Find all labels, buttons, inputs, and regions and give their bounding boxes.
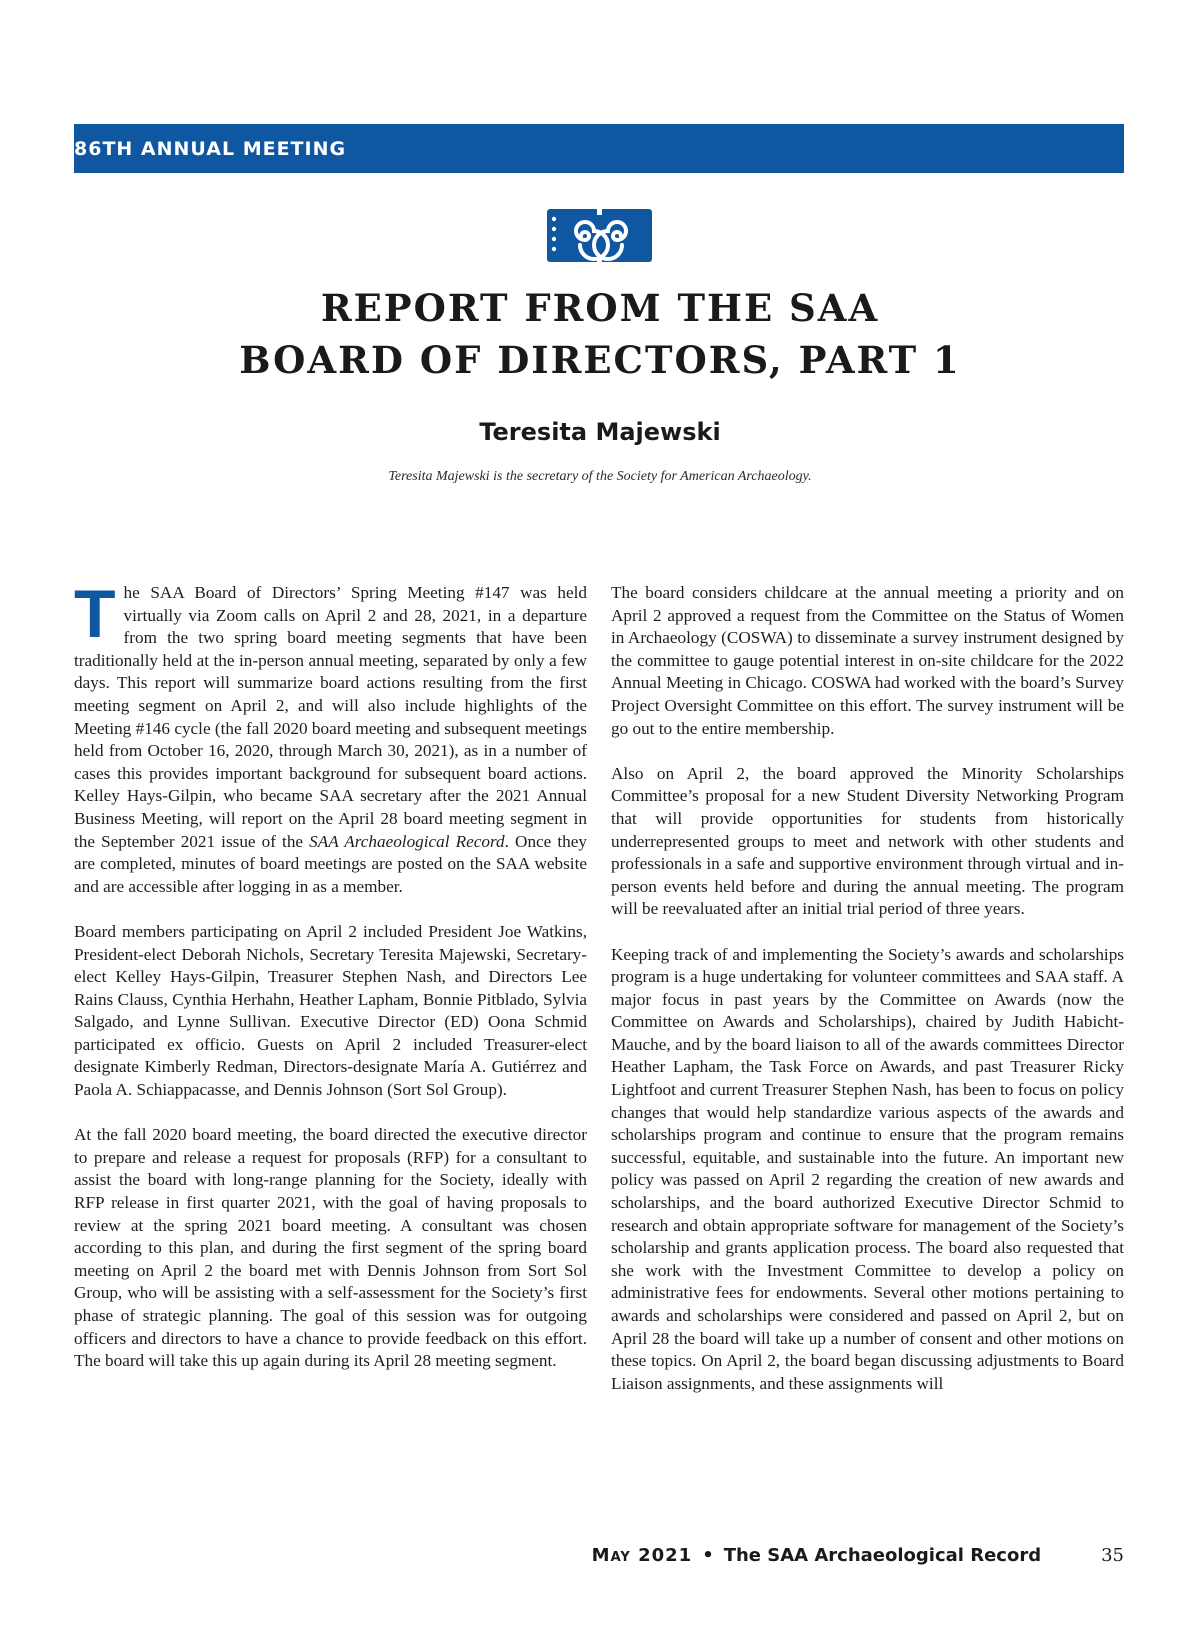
title-line-1: REPORT FROM THE SAA xyxy=(320,286,880,330)
drop-cap: T xyxy=(74,576,116,652)
author-affiliation: Teresita Majewski is the secretary of the Society for American Archaeology. xyxy=(388,469,812,484)
paragraph-1 xyxy=(74,576,587,898)
footer-bullet: • xyxy=(702,1545,714,1566)
footer-publication: The SAA Archaeological Record xyxy=(723,1545,1042,1566)
paragraph-2: Board members participating on April 2 included President Joe Watkins, President-elect Deborah Nichols, Secretary Teresita Majewski, Secretary-elect Kelley Hays-Gilpin, Treasurer Stephen Nash, and Directors Lee Rains Clauss, Cynthia Herhahn, Heather Lapham, Bonnie Pitblado, Sylvia Salgado, and Lynne Sullivan. Executive Director (ED) Oona Schmid participated ex officio. Guests on April 2 included Treasurer-elect designate Kimberly Redman, Directors-designate María A. Gutiérrez and Paola A. Schiappacasse, and Dennis Johnson (Sort Sol Group). xyxy=(74,921,587,1100)
paragraph-6: Keeping track of and implementing the Society’s awards and scholarships program is a huge undertaking for volunteer committees and SAA staff. A major focus in past years by the Committee on Awards (now the Committee on Awards and Scholarships), chaired by Judith Habicht-Mauche, and by the board liaison to all of the awards committees Director Heather Lapham, the Task Force on Awards, and past Treasurer Ricky Lightfoot and current Treasurer Stephen Nash, has been to focus on policy changes that would help standardize various aspects of the awards and scholarships program and continue to ensure that the program remains successful, equitable, and sustainable into the future. An important new policy was passed on April 2 regarding the creation of new awards and scholarships, and the board authorized Executive Director Schmid to research and obtain appropriate software for management of the Society’s scholarship and grants application process. The board also requested that she work with the Investment Committee to develop a policy on administrative fees for endowments. Several other motions pertaining to awards and scholarships were considered and passed on April 2, but on April 28 the board will take up a number of consent and other motions on these topics. On April 2, the board began discussing adjustments to Board Liaison assignments, and these assignments will xyxy=(611,944,1124,1393)
footer-month: May 2021 xyxy=(591,1545,693,1566)
page-number: 35 xyxy=(1101,1545,1124,1566)
paragraph-3: At the fall 2020 board meeting, the board directed the executive director to prepare and release a request for proposals (RFP) for a consultant to assist the board with long-range planning for the Society, ideally with RFP release in first quarter 2021, with the goal of having proposals to review at the spring 2021 board meeting. A consultant was chosen according to this plan, and during the first segment of the spring board meeting on April 2 the board met with Dennis Johnson from Sort Sol Group, who will be assisting with a self-assessment for the Society’s first phase of strategic planning. The goal of this session was for outgoing officers and directors to have a chance to provide feedback on this effort. The board will take this up again during its April 28 meeting segment. xyxy=(74,1125,587,1371)
left-column xyxy=(74,576,587,1373)
saa-spiral-logo-icon xyxy=(547,209,652,262)
paragraph-5: Also on April 2, the board approved the Minority Scholarships Committee’s proposal for a new Student Diversity Networking Program that will provide opportunities for students from historically underrepresented groups to meet and network with other students and professionals in a safe and supportive environment through virtual and in-person events held before and during the annual meeting. The program will be reevaluated after an initial trial period of three years. xyxy=(611,763,1124,919)
article-title xyxy=(0,282,1200,386)
journal-title-italic: SAA Archaeological Record xyxy=(309,831,505,851)
title-line-2: BOARD OF DIRECTORS, PART 1 xyxy=(239,338,961,382)
paragraph-1-text: he SAA Board of Directors’ Spring Meeting #147 was held virtually via Zoom calls on April 2 and 28, 2021, in a departure from the two spring board meeting segments that have been traditionally held at the in-person annual meeting, separated by only a few days. This report will summarize board actions resulting from the first meeting segment on April 2, and will also include highlights of the Meeting #146 cycle (the fall 2020 board meeting and subsequent meetings held from October 16, 2020, through March 30, 2021), as in a number of cases this provides important background for subsequent board actions. Kelley Hays-Gilpin, who became SAA secretary after the 2021 Annual Business Meeting, will report on the April 28 board meeting segment in the September 2021 issue of the xyxy=(74,583,587,851)
paragraph-1-end: . Once they are completed, minutes of board meetings are posted on the SAA website and are accessible after logging in as a member. xyxy=(74,831,587,896)
section-label: 86TH ANNUAL MEETING xyxy=(74,137,347,160)
page-footer xyxy=(0,1545,1124,1566)
author-name: Teresita Majewski xyxy=(479,418,721,446)
right-column xyxy=(611,582,1124,1395)
paragraph-4: The board considers childcare at the annual meeting a priority and on April 2 approved a request from the Committee on the Status of Women in Archaeology (COSWA) to disseminate a survey instrument designed by the committee to gauge potential interest in on-site childcare for the 2022 Annual Meeting in Chicago. COSWA had worked with the board’s Survey Project Oversight Committee on this effort. The survey instrument will be go out to the entire membership. xyxy=(611,583,1124,738)
section-banner xyxy=(74,124,1124,173)
